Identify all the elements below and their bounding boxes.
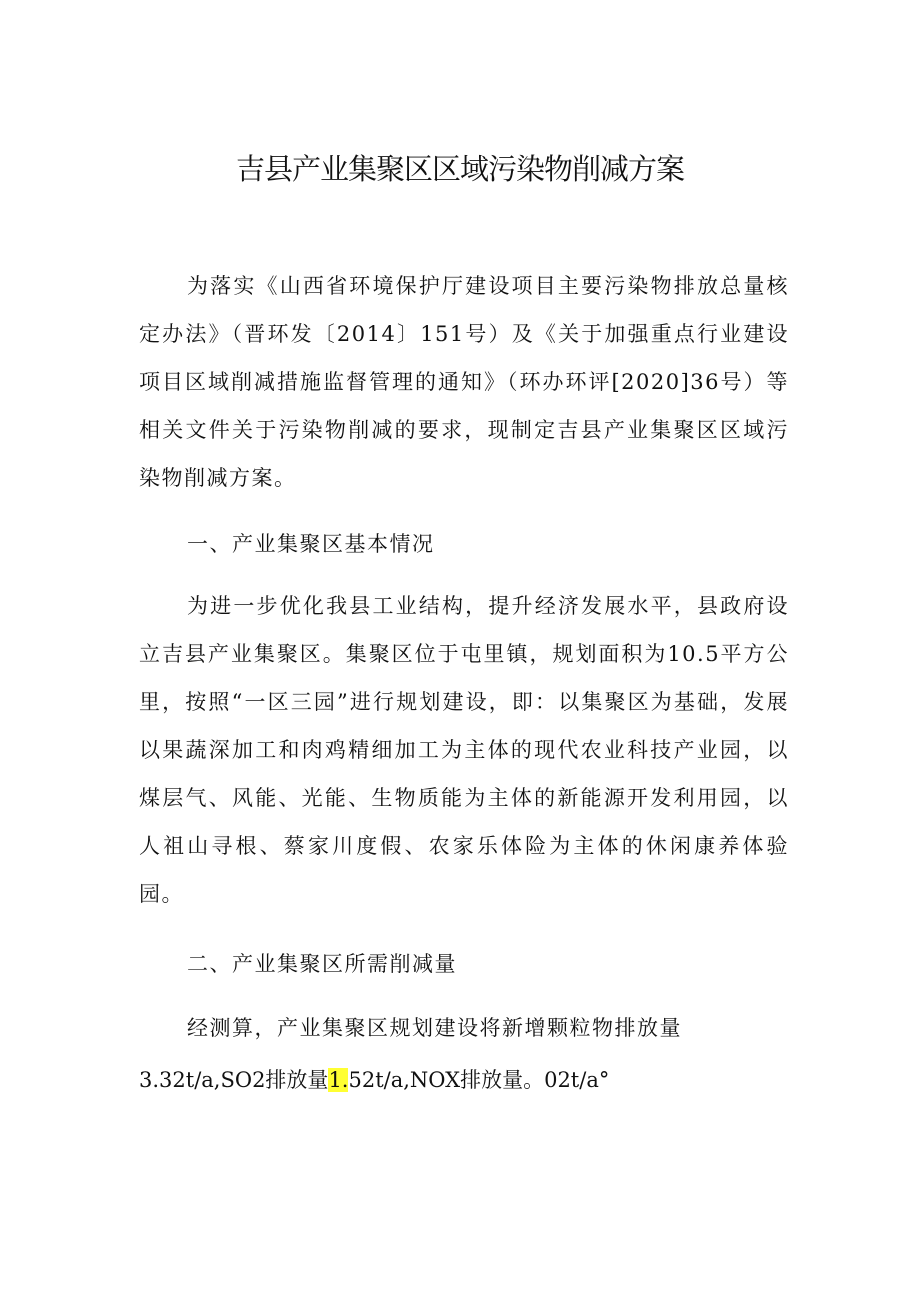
intro-paragraph: 为落实《山西省环境保护厅建设项目主要污染物排放总量核定办法》（晋环发〔2014〕151号）及《关于加强重点行业建设项目区域削减措施监督管理的通知》（环办环评[2020]36号）等相关文件关于污染物削减的要求，现制定吉县产业集聚区区域污染物削减方案。 [139,274,789,490]
emission-text-after: 52t/a,NOX排放量。02t/a° [348,1068,610,1092]
document-title: 吉县产业集聚区区域污染物削减方案 [235,152,684,186]
emission-text-before: 3.32t/a,SO2排放量 [139,1068,329,1092]
section-heading-basic-info: 一、产业集聚区基本情况 [187,532,435,556]
highlighted-text: 1. [328,1068,349,1092]
section-body-reduction-line2 [139,1056,789,1104]
section-body-basic-info: 为进一步优化我县工业结构，提升经济发展水平，县政府设立吉县产业集聚区。集聚区位于屯里镇，规划面积为10.5平方公里，按照“一区三园”进行规划建设，即：以集聚区为基础，发展以果蔬深加工和肉鸡精细加工为主体的现代农业科技产业园，以煤层气、风能、光能、生物质能为主体的新能源开发利用园，以人祖山寻根、蔡家川度假、农家乐体险为主体的休闲康养体验园。 [139,594,789,906]
section-body-reduction-line1: 经测算，产业集聚区规划建设将新增颗粒物排放量 [187,1016,682,1040]
section-heading-reduction: 二、产业集聚区所需削减量 [187,952,457,976]
